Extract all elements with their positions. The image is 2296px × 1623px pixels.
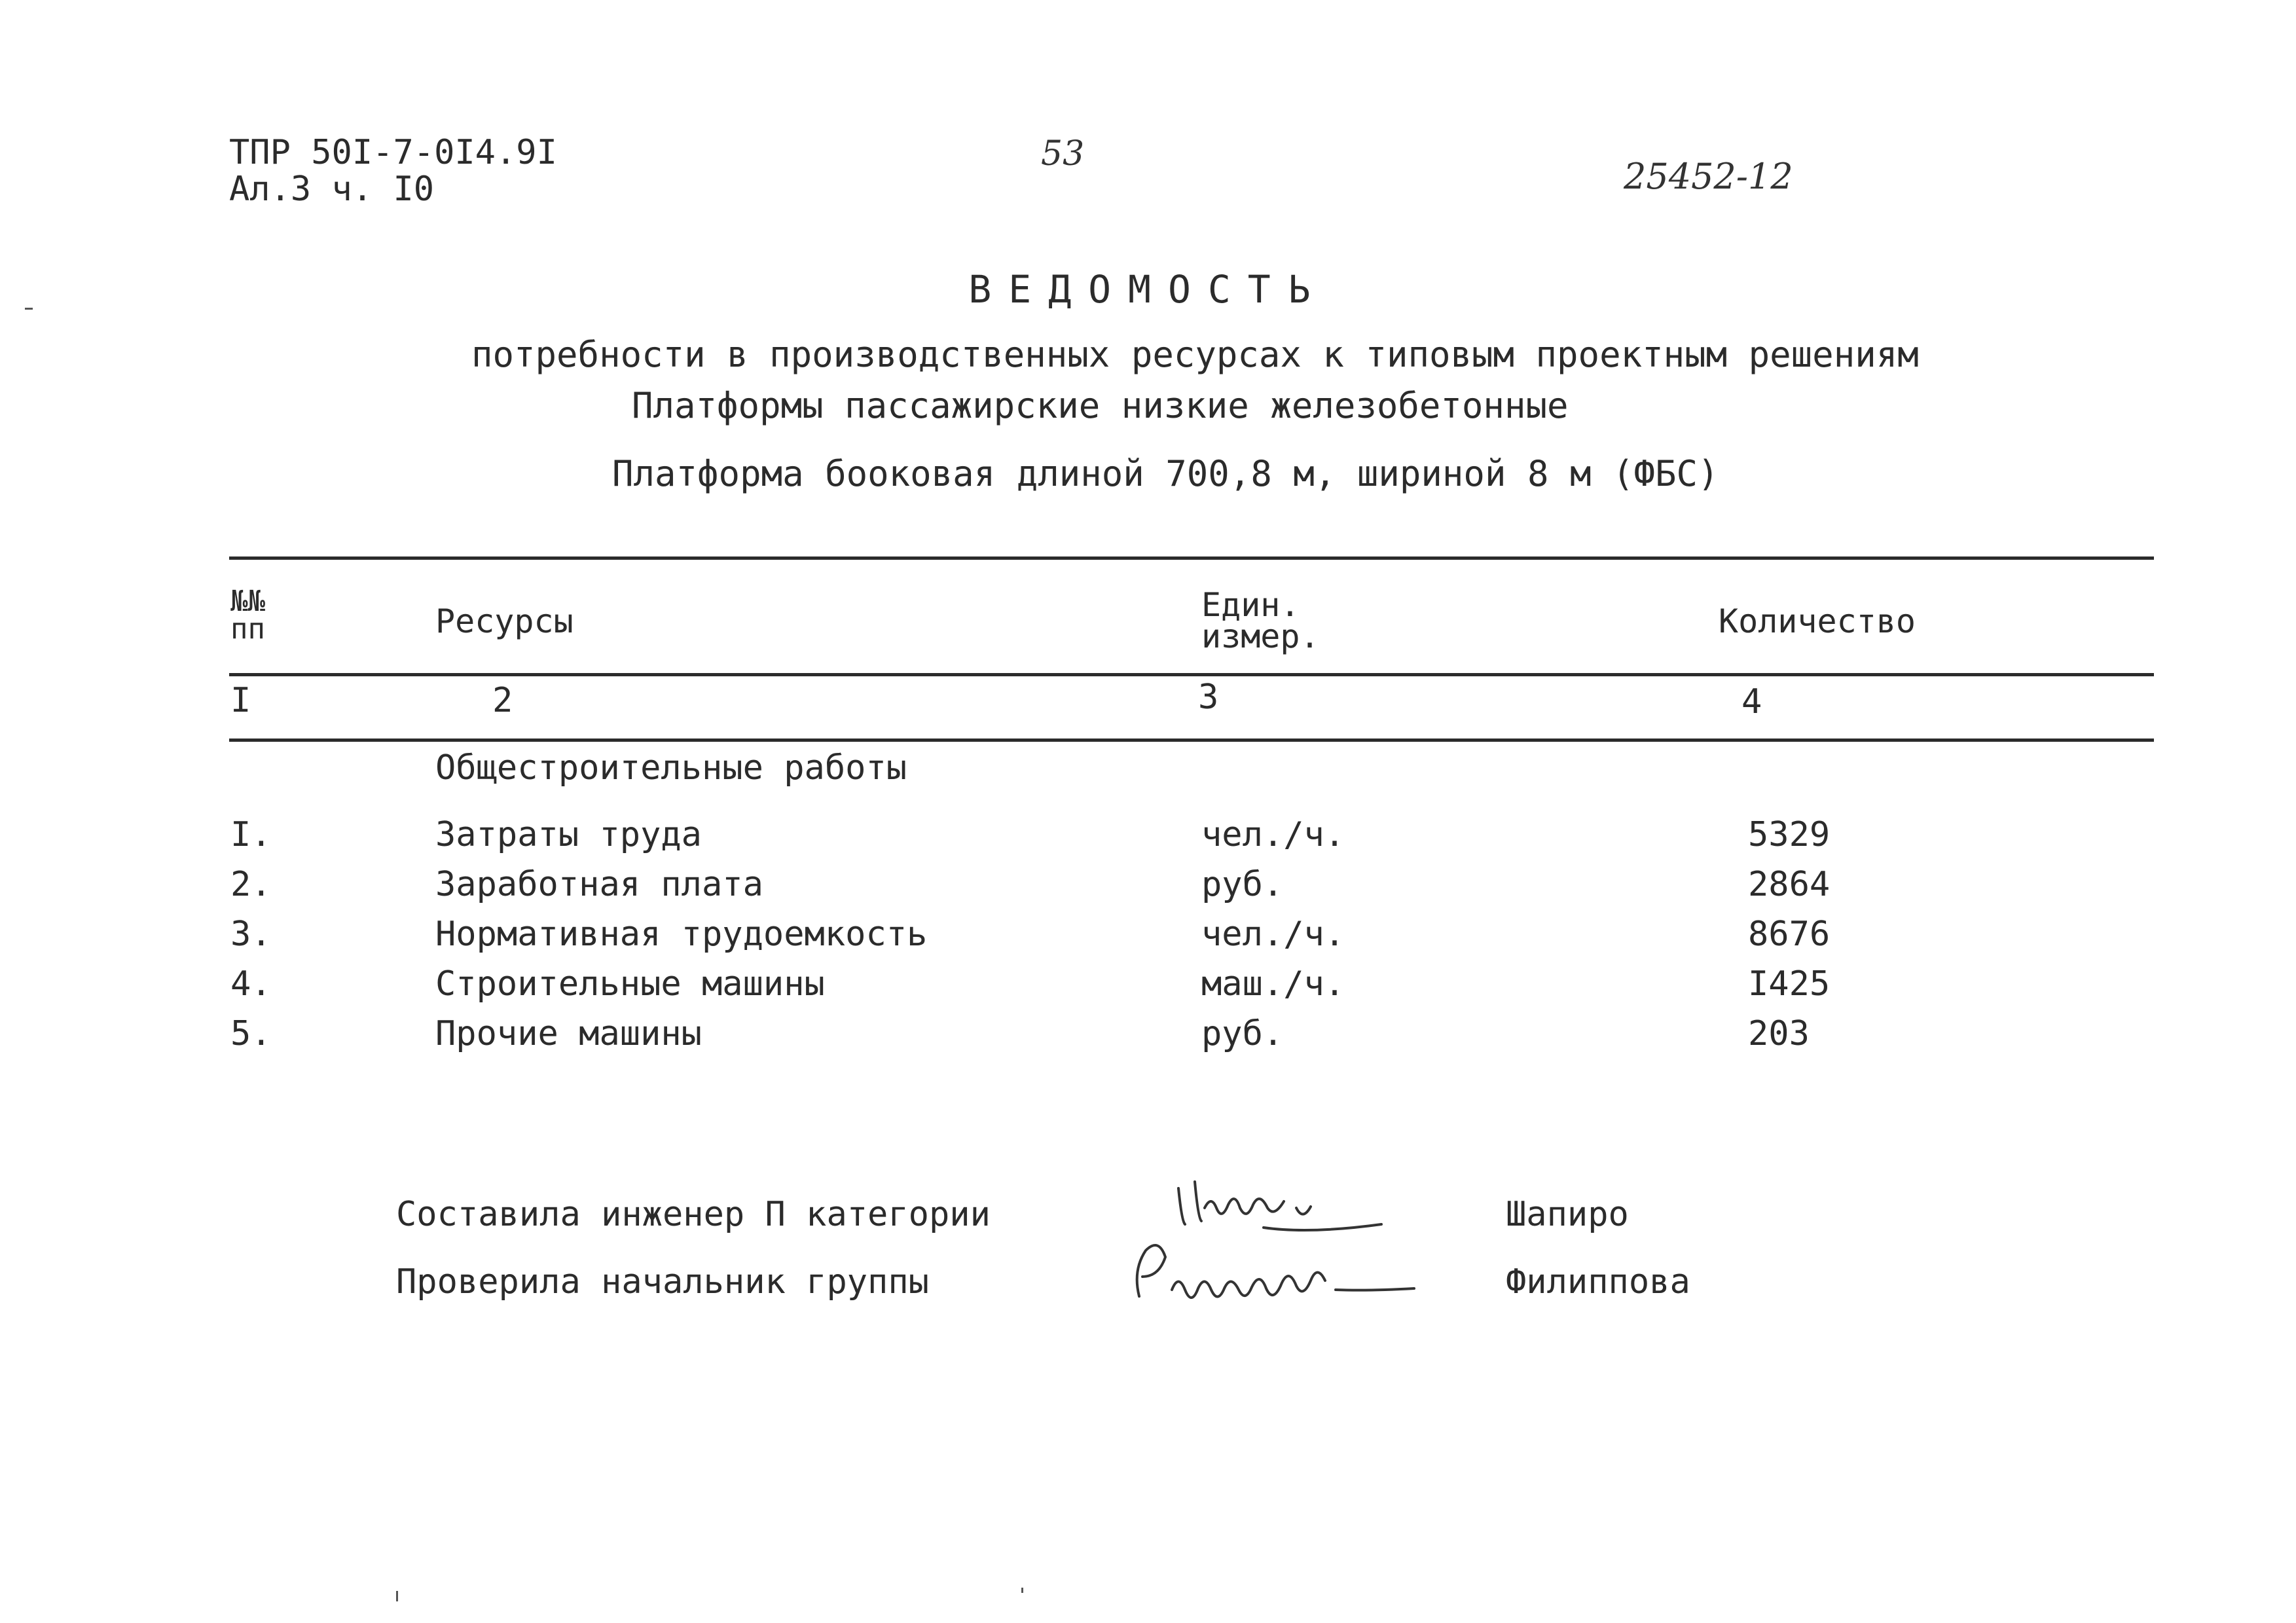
table-top-rule	[229, 556, 2154, 560]
row-number: 4.	[230, 964, 272, 1004]
header-number	[230, 585, 265, 646]
row-quantity: 2864	[1748, 865, 1831, 904]
row-resource: Строительные машины	[435, 964, 825, 1004]
section-title: Общестроительные работы	[435, 748, 907, 788]
row-unit: руб.	[1201, 1014, 1284, 1053]
scan-speck	[396, 1591, 398, 1601]
header-unit	[1201, 586, 1320, 655]
column-number-4: 4	[1741, 682, 1762, 721]
document-subtitle-3: Платформа бооковая длиной 700,8 м, шириной 8 м (ФБС)	[612, 453, 1719, 494]
header-unit-line-1: Един.	[1201, 586, 1300, 624]
row-number: 5.	[230, 1014, 272, 1053]
signature-filippova	[1120, 1231, 1427, 1322]
table-header-rule	[229, 673, 2154, 676]
scan-speck	[25, 308, 33, 310]
column-number-2: 2	[492, 681, 513, 720]
row-resource: Нормативная трудоемкость	[435, 915, 928, 954]
document-subtitle-1: потребности в производственных ресурсах к типовым проектным решениям	[471, 334, 1919, 375]
page-number: 53	[1041, 134, 1085, 173]
row-number: 3.	[230, 915, 272, 954]
row-number: 2.	[230, 865, 272, 904]
row-unit: руб.	[1201, 865, 1284, 904]
row-resource: Затраты труда	[435, 815, 702, 854]
checked-by-name: Филиппова	[1506, 1262, 1690, 1302]
document-code	[229, 134, 557, 208]
table-column-numbers-rule	[229, 739, 2154, 742]
document-code-line-2: Ал.3 ч. I0	[229, 170, 435, 209]
document-subtitle-2: Платформы пассажирские низкие железобетонные	[632, 385, 1569, 426]
header-number-line-2: пп	[230, 612, 265, 646]
document-title: ВЕДОМОСТЬ	[968, 267, 1328, 312]
archive-number: 25452-12	[1624, 156, 1793, 197]
row-quantity: I425	[1748, 964, 1831, 1004]
compiled-by-name: Шапиро	[1506, 1195, 1629, 1234]
document-code-line-1: ТПР 50I-7-0I4.9I	[229, 133, 557, 172]
header-resources: Ресурсы	[435, 602, 574, 640]
row-resource: Заработная плата	[435, 865, 763, 904]
row-quantity: 8676	[1748, 915, 1831, 954]
scan-speck	[1021, 1588, 1023, 1593]
row-quantity: 203	[1748, 1014, 1810, 1053]
column-number-1: I	[230, 681, 251, 720]
row-resource: Прочие машины	[435, 1014, 702, 1053]
compiled-by-label: Составила инженер П категории	[396, 1195, 991, 1234]
header-quantity: Количество	[1719, 602, 1916, 640]
header-unit-line-2: измер.	[1201, 617, 1320, 655]
checked-by-label: Проверила начальник группы	[396, 1262, 929, 1302]
row-unit: маш./ч.	[1201, 964, 1345, 1004]
column-number-3: 3	[1198, 678, 1219, 717]
row-quantity: 5329	[1748, 815, 1831, 854]
row-number: I.	[230, 815, 272, 854]
row-unit: чел./ч.	[1201, 915, 1345, 954]
header-number-line-1: №№	[230, 585, 265, 618]
row-unit: чел./ч.	[1201, 815, 1345, 854]
